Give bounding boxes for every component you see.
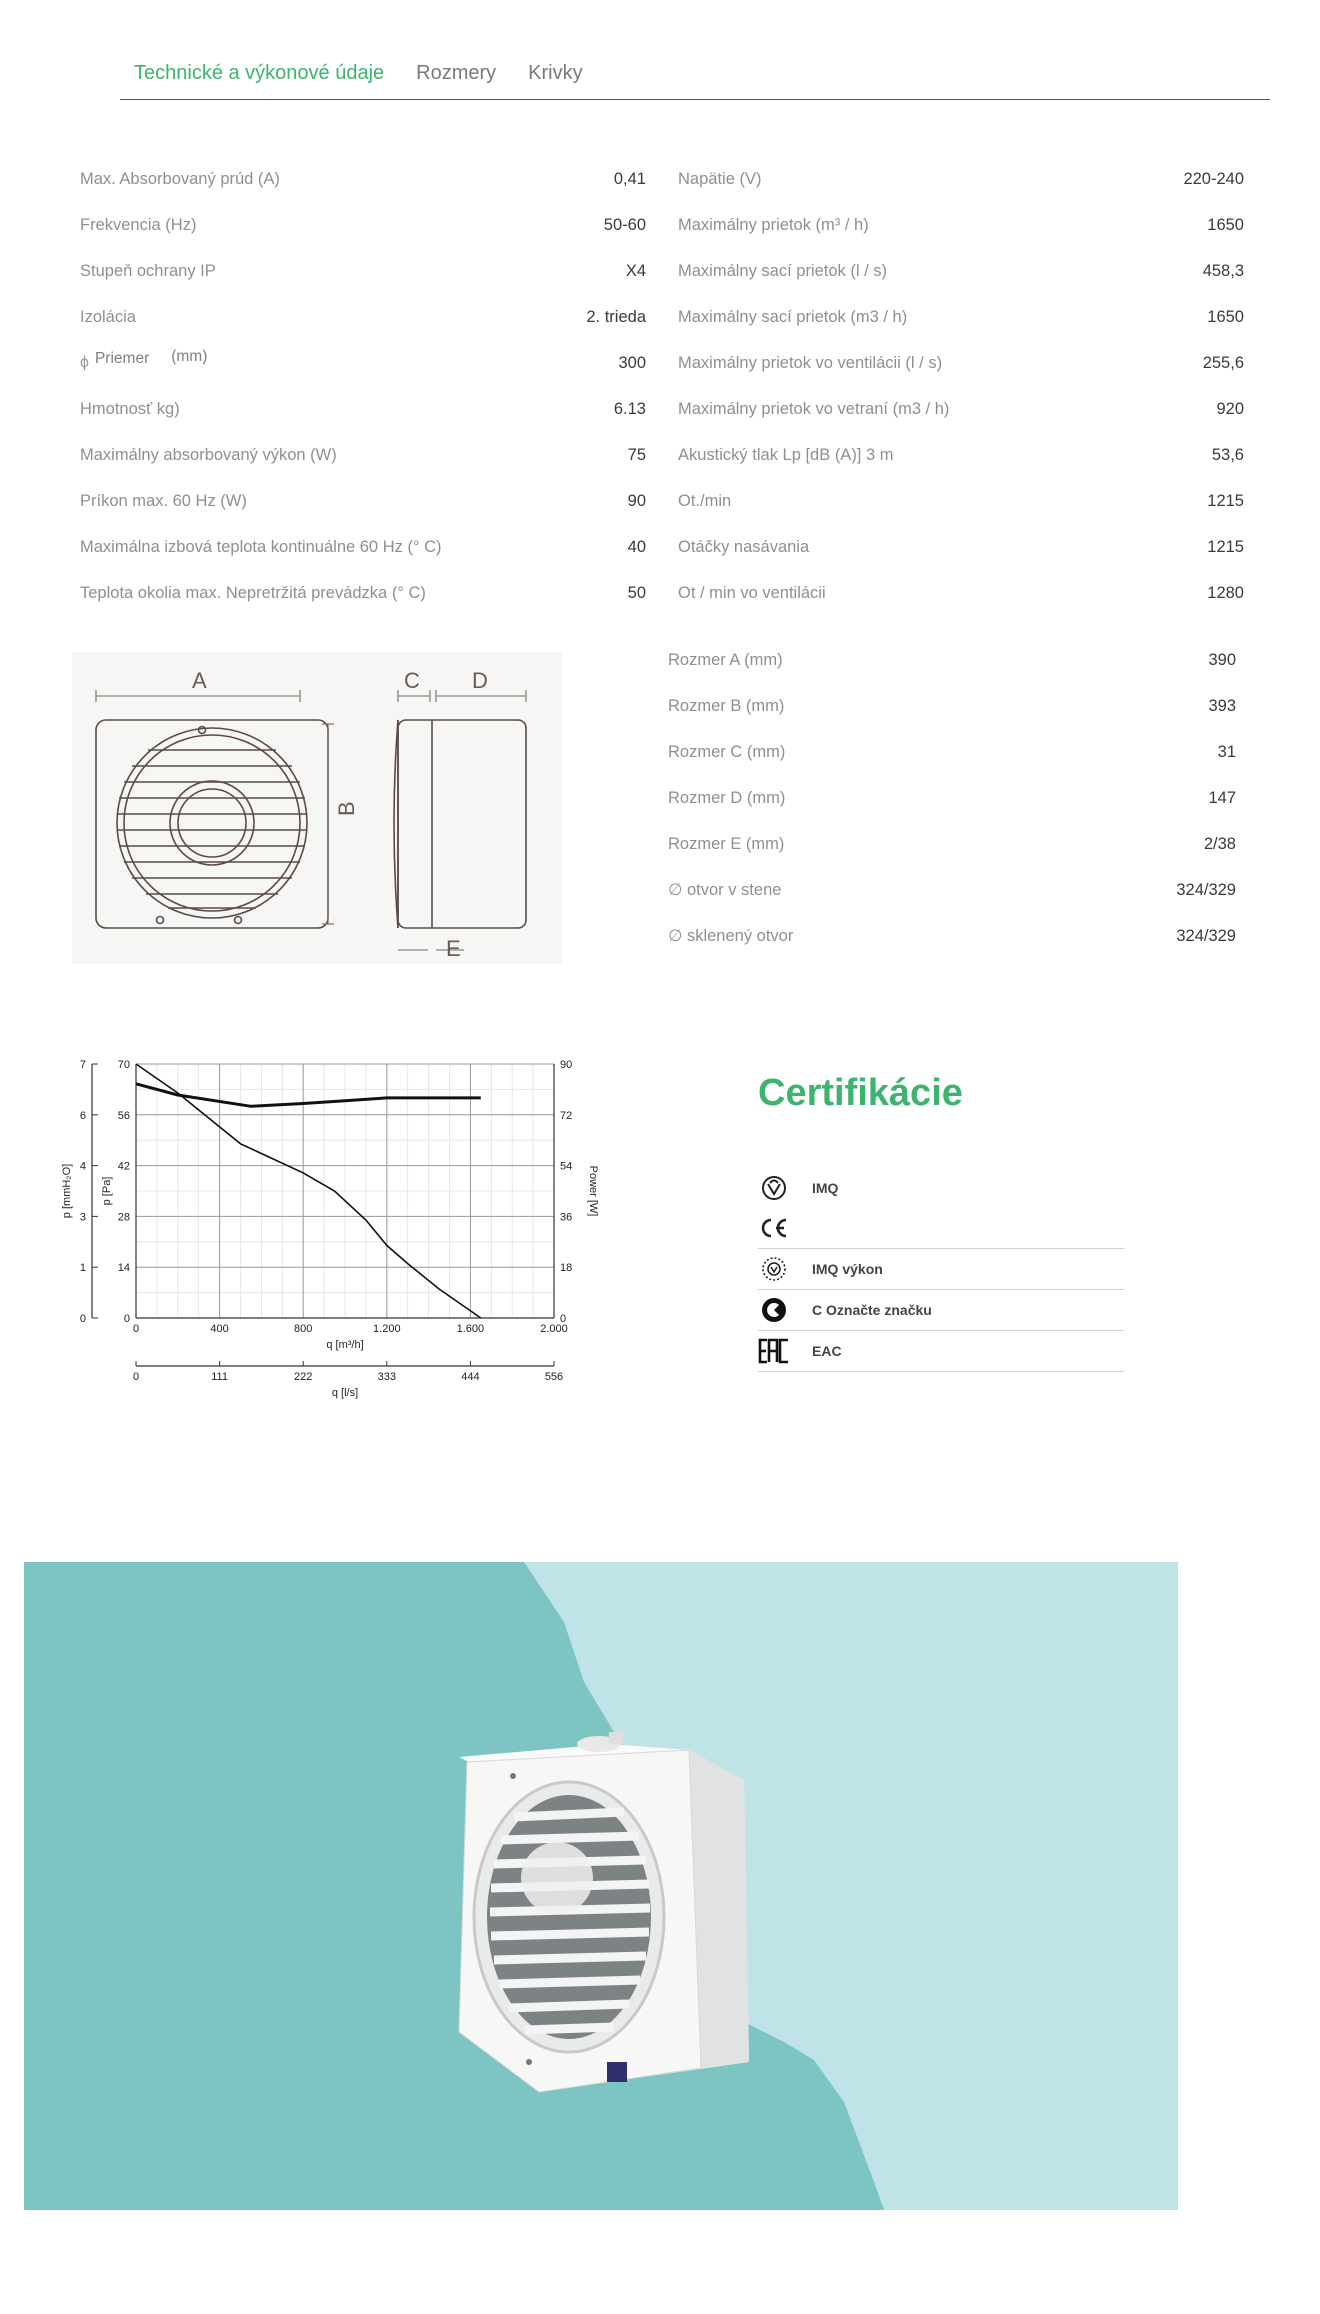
- dimension-value: 31: [1217, 742, 1236, 761]
- spec-label: Maximálny sací prietok (l / s): [678, 261, 888, 280]
- cert-label: C Označte značku: [812, 1302, 932, 1318]
- x2-tick-label: 444: [461, 1371, 480, 1383]
- spec-value: 2. trieda: [586, 307, 646, 326]
- spec-row: [678, 570, 1244, 616]
- spec-row: [80, 202, 646, 248]
- spec-value: 300: [618, 353, 646, 372]
- y-tick-label-mmh2o: 1: [79, 1262, 86, 1275]
- imq-icon: [758, 1172, 790, 1204]
- x-tick-label: 0: [132, 1323, 140, 1335]
- spec-row: [678, 432, 1244, 478]
- tab-dimensions[interactable]: Rozmery: [416, 62, 497, 84]
- spec-value: 6.13: [613, 399, 646, 418]
- diameter-label-text: Priemer: [94, 350, 150, 367]
- tab-curves[interactable]: Krivky: [528, 62, 583, 84]
- dimension-drawing: [72, 652, 562, 964]
- spec-row: [678, 340, 1244, 386]
- imq-performance-icon: [758, 1253, 790, 1285]
- y-tick-label-mmh2o: 0: [79, 1313, 86, 1325]
- dimension-row: [668, 775, 1236, 821]
- spec-value: 1215: [1207, 537, 1244, 556]
- dimension-label: Rozmer B (mm): [668, 696, 785, 715]
- dimension-letter-b: B: [334, 801, 359, 816]
- spec-row: [678, 294, 1244, 340]
- dimension-row: [668, 729, 1236, 775]
- dimension-value: 2/38: [1203, 834, 1236, 853]
- certifications-title: Certifikácie: [758, 1072, 963, 1114]
- spec-row: [80, 340, 646, 386]
- spec-row: [80, 156, 646, 202]
- spec-label: Napätie (V): [678, 169, 762, 188]
- spec-row: [80, 248, 646, 294]
- front-view-housing: [96, 720, 328, 928]
- spec-row: [678, 386, 1244, 432]
- spec-row: [678, 478, 1244, 524]
- dimension-row: [668, 683, 1236, 729]
- spec-value: 1215: [1207, 491, 1244, 510]
- spec-value: 53,6: [1211, 445, 1244, 464]
- y-tick-label-pa: 0: [123, 1313, 130, 1325]
- ce-icon: [758, 1212, 790, 1244]
- spec-value: 50-60: [603, 215, 646, 234]
- spec-value: 90: [627, 491, 646, 510]
- dimension-label: Rozmer E (mm): [668, 834, 785, 853]
- x-axis-label: q [m³/h]: [326, 1339, 364, 1351]
- dimension-label: Rozmer C (mm): [668, 742, 786, 761]
- x-tick-label: 800: [294, 1323, 313, 1335]
- spec-row: [80, 386, 646, 432]
- side-view-housing: [398, 720, 526, 928]
- spec-row: [678, 156, 1244, 202]
- spec-label-diameter: [80, 348, 208, 372]
- diameter-unit: (mm): [171, 348, 208, 365]
- dimension-table: [668, 637, 1236, 959]
- y-tick-label-pa: 28: [117, 1211, 130, 1224]
- x2-tick-label: 0: [132, 1371, 140, 1383]
- dimension-label: Rozmer A (mm): [668, 650, 783, 669]
- spec-label: Maximálna izbová teplota kontinuálne 60 Hz (° C): [80, 537, 442, 556]
- y-axis-label-pa: p [Pa]: [101, 1176, 113, 1206]
- spec-value: 220-240: [1183, 169, 1244, 188]
- spec-value: 458,3: [1202, 261, 1244, 280]
- y-tick-label-power: 36: [560, 1211, 573, 1224]
- y-tick-label-mmh2o: 3: [79, 1211, 86, 1224]
- cert-label: EAC: [812, 1343, 842, 1359]
- dimension-label: ∅ sklenený otvor: [668, 927, 794, 945]
- y-tick-label-mmh2o: 6: [79, 1109, 86, 1122]
- cert-label: IMQ: [812, 1180, 839, 1196]
- cert-row: [758, 1331, 1124, 1372]
- dimension-row: [668, 913, 1236, 959]
- spec-label: Maximálny prietok (m³ / h): [678, 215, 869, 234]
- dimension-letter-d: D: [472, 668, 488, 693]
- dimension-label: ∅ otvor v stene: [668, 881, 782, 899]
- spec-label: Stupeň ochrany IP: [80, 261, 216, 280]
- dimension-value: 324/329: [1176, 926, 1236, 945]
- y-axis-label-power: Power [W]: [587, 1165, 599, 1217]
- spec-row: [678, 248, 1244, 294]
- x2-tick-label: 333: [377, 1371, 396, 1383]
- dimension-value: 393: [1208, 696, 1236, 715]
- x2-tick-label: 222: [294, 1371, 313, 1383]
- tab-technical-data[interactable]: Technické a výkonové údaje: [134, 62, 385, 84]
- cert-label: IMQ výkon: [812, 1261, 883, 1277]
- spec-value: 1650: [1207, 215, 1244, 234]
- y-tick-label-pa: 42: [117, 1160, 130, 1173]
- y-tick-label-power: 0: [560, 1313, 567, 1325]
- performance-curve-chart: [56, 1050, 599, 1400]
- x-tick-label: 400: [210, 1323, 229, 1335]
- spec-row: [80, 524, 646, 570]
- x2-tick-label: 111: [211, 1371, 228, 1383]
- spec-table-left: [80, 156, 646, 616]
- spec-row: [80, 478, 646, 524]
- spec-row: [678, 524, 1244, 570]
- spec-label: Frekvencia (Hz): [80, 215, 197, 234]
- spec-value: 75: [627, 445, 646, 464]
- spec-value: 1650: [1207, 307, 1244, 326]
- spec-label: Maximálny prietok vo ventilácii (l / s): [678, 353, 943, 372]
- spec-value: 1280: [1207, 583, 1244, 602]
- spec-label: Príkon max. 60 Hz (W): [80, 491, 247, 510]
- y-tick-label-mmh2o: 7: [79, 1059, 86, 1071]
- spec-label: Teplota okolia max. Nepretržitá prevádzka (° C): [80, 583, 426, 602]
- dimension-label: Rozmer D (mm): [668, 788, 786, 807]
- dimension-row: [668, 821, 1236, 867]
- y-tick-label-power: 90: [560, 1059, 573, 1071]
- y-tick-label-mmh2o: 4: [79, 1160, 86, 1173]
- y-tick-label-pa: 56: [117, 1109, 130, 1122]
- spec-label: Maximálny sací prietok (m3 / h): [678, 307, 908, 326]
- dimension-letter-c: C: [404, 668, 420, 693]
- tab-bar: [120, 58, 1270, 100]
- y-tick-label-power: 18: [560, 1262, 573, 1275]
- spec-label: Maximálny absorbovaný výkon (W): [80, 445, 337, 464]
- spec-label: Otáčky nasávania: [678, 537, 810, 556]
- spec-label: Maximálny prietok vo vetraní (m3 / h): [678, 399, 950, 418]
- dimension-value: 390: [1208, 650, 1236, 669]
- dimension-row: [668, 637, 1236, 683]
- y-tick-label-power: 54: [560, 1160, 573, 1173]
- spec-label: Max. Absorbovaný prúd (A): [80, 169, 280, 188]
- spec-value: 0,41: [613, 169, 646, 188]
- x-tick-label: 1.200: [373, 1323, 401, 1335]
- cert-row: [758, 1290, 1124, 1331]
- certifications-list: [758, 1168, 1124, 1372]
- spec-value: 920: [1216, 399, 1244, 418]
- eac-icon: [758, 1335, 790, 1367]
- product-photo: [24, 1562, 1178, 2210]
- spec-row: [80, 570, 646, 616]
- y-tick-label-pa: 70: [117, 1059, 130, 1071]
- power-curve: [136, 1084, 481, 1107]
- x2-axis-label: q [l/s]: [331, 1387, 359, 1399]
- spec-label: Hmotnosť kg): [80, 399, 180, 418]
- dimension-letter-a: A: [192, 668, 207, 693]
- front-view-grille: [117, 728, 307, 918]
- spec-value: 50: [627, 583, 646, 602]
- dimension-value: 324/329: [1176, 880, 1236, 899]
- fan-product: [459, 1732, 749, 2092]
- y-axis-label-mmh2o: p [mmH₂O]: [61, 1163, 73, 1219]
- x2-tick-label: 556: [544, 1371, 564, 1383]
- c-mark-icon: [758, 1294, 790, 1326]
- cert-row: [758, 1208, 1124, 1249]
- spec-label: Ot./min: [678, 491, 732, 510]
- spec-row: [678, 202, 1244, 248]
- spec-value: 40: [627, 537, 646, 556]
- spec-label: Izolácia: [80, 307, 136, 326]
- cert-row: [758, 1249, 1124, 1290]
- dimension-row: [668, 867, 1236, 913]
- dimension-letter-e: E: [446, 936, 461, 961]
- spec-label: Akustický tlak Lp [dB (A)] 3 m: [678, 445, 894, 464]
- spec-label: Ot / min vo ventilácii: [678, 583, 826, 602]
- cert-row: [758, 1168, 1124, 1208]
- dimension-value: 147: [1208, 788, 1236, 807]
- spec-value: 255,6: [1202, 353, 1244, 372]
- x-tick-label: 1.600: [456, 1323, 485, 1335]
- diameter-icon: ϕ: [80, 354, 89, 371]
- spec-row: [80, 294, 646, 340]
- y-tick-label-pa: 14: [117, 1262, 130, 1275]
- spec-row: [80, 432, 646, 478]
- x-tick-label: 2.000: [540, 1323, 568, 1335]
- y-tick-label-power: 72: [560, 1109, 573, 1122]
- spec-value: X4: [625, 261, 646, 280]
- spec-table-right: [678, 156, 1244, 616]
